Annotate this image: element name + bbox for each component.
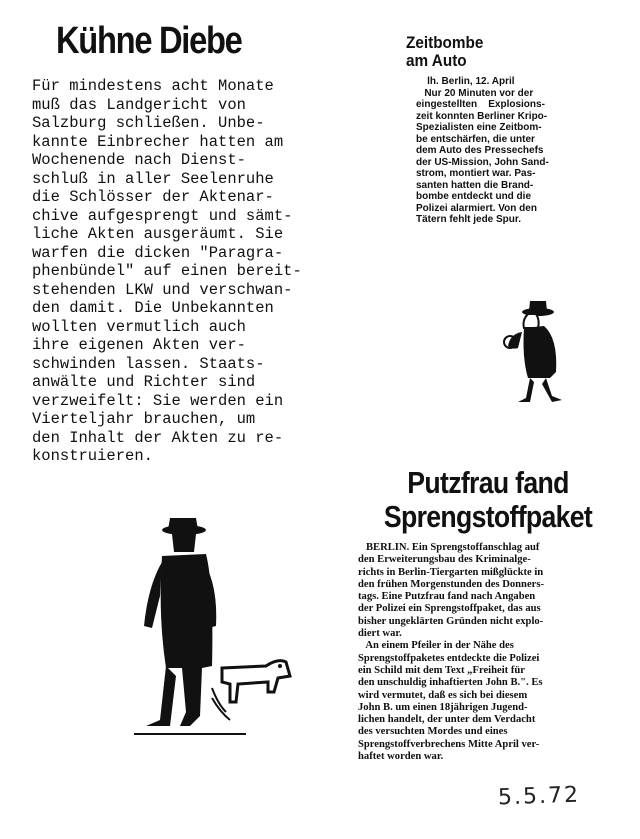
text-line: Salzburg schließen. Unbe- [32, 114, 265, 132]
text-line: der US-Mission, John Sand- [416, 156, 549, 168]
text-line: den Erweiterungsbau des Kriminalge- [358, 554, 531, 566]
text-line: stehenden LKW und verschwan- [32, 280, 293, 299]
text-line: schluß in aller Seelenruhe [32, 169, 274, 188]
article-putzfrau [352, 466, 624, 763]
text-line: eingestellten Explosions- [416, 99, 545, 110]
text-line: konstruieren. [32, 447, 153, 465]
article-body [352, 542, 624, 763]
text-line: Sprengstoffpaketes entdeckte die Polizei [358, 652, 540, 664]
article-body [24, 77, 344, 466]
text-line: liche Akten ausgeräumt. Sie [32, 225, 284, 243]
article-kuehne-diebe [24, 20, 344, 466]
text-line: wollten vermutlich auch [32, 317, 246, 336]
detective-dog-illustration [126, 516, 296, 738]
text-line: lichen handelt, der unter dem Verdacht [358, 714, 536, 726]
text-line: wird vermutet, daß es sich bei diesem [358, 689, 528, 701]
text-line: verzweifelt: Sie werden ein [32, 391, 284, 410]
text-line: kannte Einbrecher hatten am [32, 132, 284, 151]
text-line: des versuchten Mordes und eines [358, 726, 508, 738]
text-line: phenbündel" auf einen bereit- [32, 262, 302, 280]
text-line: den damit. Die Unbekannten [32, 299, 274, 317]
handwritten-date: 5.5.72 [497, 782, 581, 811]
text-line: Wochenende nach Dienst- [32, 151, 246, 169]
text-line: bisher ungeklärten Gründen nicht explo- [358, 615, 544, 627]
text-line: santen hatten die Brand- [416, 179, 534, 191]
headline-putzfrau [371, 466, 605, 534]
text-line: den Inhalt der Akten zu re- [32, 428, 284, 447]
text-line: diert war. [358, 628, 402, 640]
text-line: Vierteljahr brauchen, um [32, 410, 256, 428]
text-line: ihre eigenen Akten ver- [32, 336, 246, 354]
text-line: tags. Eine Putzfrau fand nach Angaben [358, 591, 536, 603]
text-line: muß das Landgericht von [32, 95, 246, 114]
text-line: Für mindestens acht Monate [32, 77, 274, 95]
text-line: chive aufgesprengt und sämt- [32, 206, 293, 225]
text-line: BERLIN. Ein Sprengstoffanschlag auf [358, 542, 540, 553]
headline-line: Putzfrau fand [407, 465, 569, 500]
text-line: anwälte und Richter sind [32, 373, 256, 391]
text-line: bombe entdeckt und die [416, 191, 532, 202]
text-line: die Schlösser der Aktenar- [32, 188, 274, 206]
text-line: warfen die dicken "Paragra- [32, 243, 284, 262]
text-line: Nur 20 Minuten vor der [416, 87, 534, 99]
text-line: schwinden lassen. Staats- [32, 354, 265, 373]
text-line: zeit konnten Berliner Kripo- [416, 110, 548, 122]
text-line: be entschärfen, die unter [416, 133, 535, 145]
text-line: John B. um einen 18jährigen Jugend- [358, 701, 528, 713]
headline-line: Sprengstoffpaket [383, 499, 593, 534]
text-line: Sprengstoffverbrechens Mitte April ver- [358, 738, 540, 750]
headline-zeitbombe [406, 34, 564, 70]
text-line: der Polizei ein Sprengstoffpaket, das aus [358, 603, 541, 615]
text-line: den frühen Morgenstunden des Donners- [358, 578, 544, 590]
text-line: ein Schild mit dem Text „Freiheit für [358, 664, 525, 676]
headline-line: Zeitbombe [406, 33, 484, 52]
text-line: Polizei alarmiert. Von den [416, 202, 537, 214]
headline-line: am Auto [406, 51, 467, 70]
text-line: den unschuldig inhaftierten John B.". Es [358, 677, 543, 689]
text-line: Spezialisten eine Zeitbom- [416, 122, 542, 133]
detective-illustration-small [500, 298, 574, 410]
text-line: lh. Berlin, 12. April [416, 76, 515, 87]
text-line: strom, montiert war. Pas- [416, 168, 536, 179]
article-body [406, 76, 582, 226]
headline-kuehne-diebe: Kühne Diebe [56, 20, 242, 62]
text-line: haftet worden war. [358, 751, 444, 763]
text-line: dem Auto des Pressechefs [416, 145, 544, 156]
text-line: An einem Pfeiler in der Nähe des [358, 640, 514, 652]
text-line: richts in Berlin-Tiergarten mißglückte in [358, 566, 544, 578]
article-zeitbombe [406, 34, 582, 226]
text-line: Tätern fehlt jede Spur. [416, 214, 522, 225]
